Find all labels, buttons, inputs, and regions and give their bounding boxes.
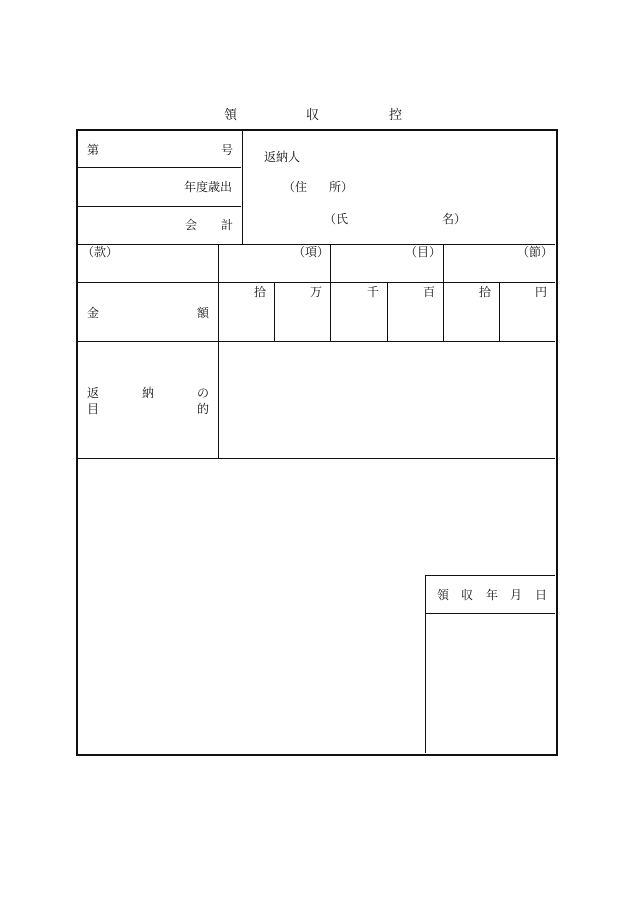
- setsu-label: （節）: [517, 245, 554, 259]
- divider: [425, 575, 426, 753]
- divider: [77, 458, 555, 459]
- address-close-label: 所）: [329, 180, 354, 194]
- number-suffix-label: 号: [221, 143, 234, 157]
- receipt-date-char: 領: [437, 588, 450, 602]
- address-open-label: （住: [283, 180, 308, 194]
- unit-label: 百: [423, 285, 436, 299]
- title-char-3: 控: [389, 108, 403, 123]
- divider: [77, 167, 241, 168]
- account-label-1: 会: [185, 218, 198, 232]
- divider: [330, 282, 331, 341]
- form-frame: [76, 129, 558, 756]
- divider: [425, 613, 555, 614]
- divider: [425, 575, 555, 576]
- purpose-char: 的: [197, 402, 210, 416]
- divider: [77, 206, 241, 207]
- purpose-char: 納: [142, 386, 155, 400]
- divider: [242, 130, 243, 244]
- returner-label: 返納人: [264, 150, 301, 164]
- divider: [443, 282, 444, 341]
- kou-label: （項）: [293, 245, 330, 259]
- account-label-2: 計: [221, 218, 234, 232]
- receipt-date-char: 月: [510, 588, 523, 602]
- name-open-label: （氏: [324, 212, 349, 226]
- kan-label: （款）: [82, 245, 119, 259]
- amount-label-1: 金: [87, 306, 100, 320]
- moku-label: （目）: [405, 245, 442, 259]
- title-char-1: 領: [224, 108, 238, 123]
- divider: [330, 244, 331, 282]
- divider: [218, 244, 219, 458]
- purpose-char: の: [197, 386, 210, 400]
- fiscal-year-label: 年度歳出: [184, 180, 233, 194]
- amount-label-2: 額: [197, 306, 210, 320]
- unit-label: 円: [535, 285, 548, 299]
- divider: [77, 282, 555, 283]
- divider: [443, 244, 444, 282]
- title-char-2: 収: [306, 108, 320, 123]
- unit-label: 万: [310, 285, 323, 299]
- divider: [77, 341, 555, 342]
- unit-label: 拾: [254, 285, 267, 299]
- receipt-date-char: 収: [461, 588, 474, 602]
- divider: [499, 282, 500, 341]
- receipt-date-char: 日: [535, 588, 548, 602]
- unit-label: 千: [367, 285, 380, 299]
- divider: [274, 282, 275, 341]
- number-prefix-label: 第: [87, 143, 100, 157]
- unit-label: 拾: [479, 285, 492, 299]
- purpose-char: 返: [87, 386, 100, 400]
- purpose-char: 目: [87, 402, 100, 416]
- divider: [387, 282, 388, 341]
- name-close-label: 名）: [442, 212, 467, 226]
- receipt-date-char: 年: [486, 588, 499, 602]
